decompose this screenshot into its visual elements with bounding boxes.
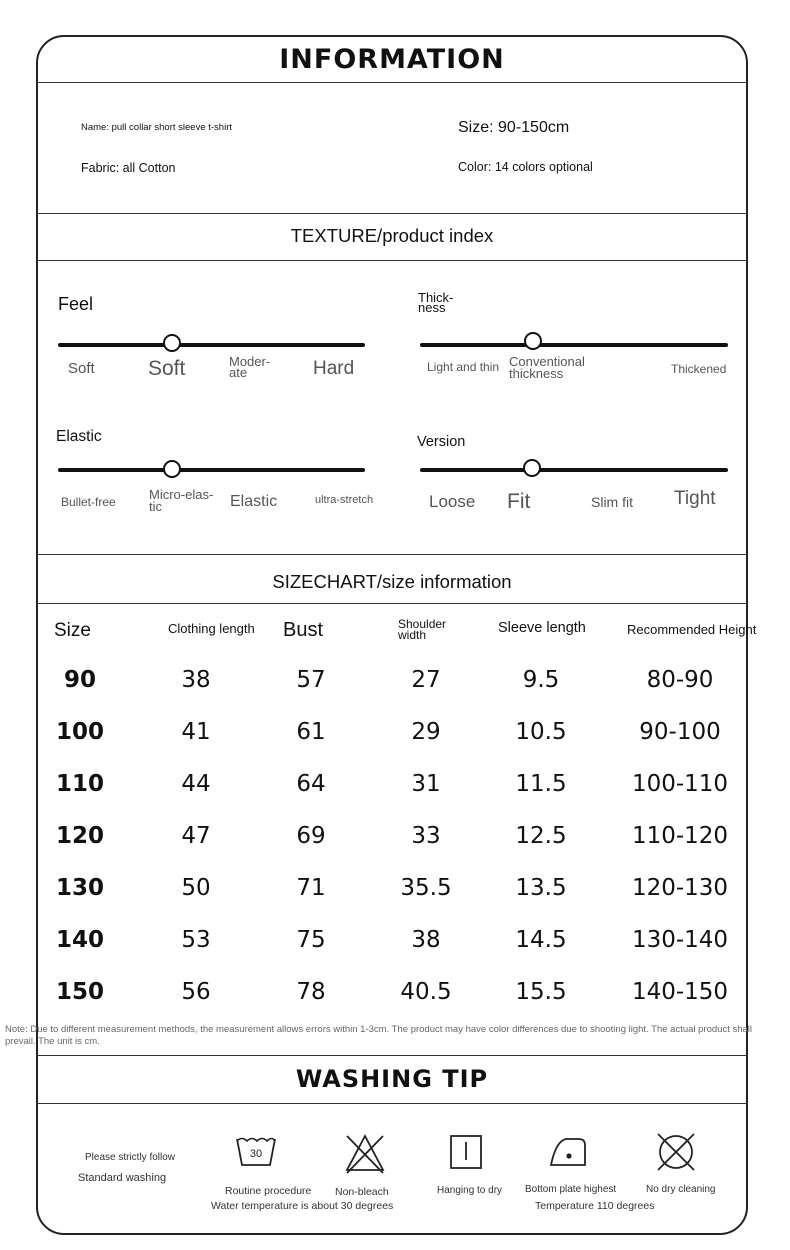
- no-bleach-icon: [344, 1133, 386, 1180]
- wash-label-hang-dry: Hanging to dry: [437, 1185, 503, 1196]
- divider: [36, 603, 748, 604]
- svg-text:30: 30: [249, 1148, 263, 1160]
- elastic-slider-knob: [163, 460, 181, 478]
- table-cell: 38: [411, 927, 441, 953]
- product-fabric: Fabric: all Cotton: [81, 161, 176, 175]
- header-shoulder-width: Shoulder width: [398, 617, 447, 642]
- thickness-option-light: Light and thin: [427, 360, 500, 374]
- table-cell: 40.5: [400, 979, 452, 1005]
- divider: [36, 1055, 748, 1056]
- table-cell: 10.5: [515, 719, 567, 745]
- table-cell: 140-150: [631, 979, 729, 1005]
- elastic-slider-track: [58, 468, 365, 472]
- header-size: Size: [54, 620, 91, 641]
- table-cell: 38: [181, 667, 211, 693]
- size-cell: 150: [55, 979, 105, 1005]
- thickness-label: Thick- ness: [418, 290, 454, 315]
- wash-30-icon: [234, 1133, 278, 1174]
- elastic-option-elastic: Elastic: [230, 493, 278, 510]
- elastic-option-ultra: ultra-stretch: [315, 494, 374, 506]
- wash-label-no-dry-clean: No dry cleaning: [646, 1184, 716, 1195]
- elastic-label: Elastic: [56, 428, 102, 445]
- no-dry-clean-icon: [655, 1131, 697, 1178]
- version-option-fit: Fit: [507, 490, 531, 513]
- version-slider-knob: [523, 459, 541, 477]
- feel-option-moderate: Moder- ate: [229, 354, 271, 380]
- wash-label-routine: Routine procedure: [225, 1185, 312, 1197]
- version-option-loose: Loose: [429, 492, 476, 511]
- table-cell: 50: [181, 875, 211, 901]
- feel-option-soft: Soft: [68, 360, 95, 377]
- divider: [36, 213, 748, 214]
- table-cell: 78: [296, 979, 326, 1005]
- feel-option-selected: Soft: [148, 357, 186, 380]
- feel-option-hard: Hard: [313, 358, 355, 379]
- table-cell: 64: [296, 771, 326, 797]
- divider: [36, 1103, 748, 1104]
- washing-intro-line2: Standard washing: [78, 1172, 167, 1184]
- size-cell: 90: [63, 667, 97, 693]
- feel-slider-knob: [163, 334, 181, 352]
- divider: [36, 82, 748, 83]
- table-cell: 53: [181, 927, 211, 953]
- washing-title: WASHING TIP: [295, 1065, 489, 1093]
- table-cell: 56: [181, 979, 211, 1005]
- header-sleeve-length: Sleeve length: [498, 620, 586, 636]
- version-slider-track: [420, 468, 728, 472]
- feel-label: Feel: [58, 294, 94, 314]
- texture-title: TEXTURE/product index: [290, 225, 494, 246]
- table-cell: 47: [181, 823, 211, 849]
- table-cell: 71: [296, 875, 326, 901]
- table-cell: 57: [296, 667, 326, 693]
- product-color: Color: 14 colors optional: [458, 160, 593, 174]
- information-title: INFORMATION: [279, 44, 505, 75]
- iron-icon: [548, 1135, 588, 1174]
- table-cell: 90-100: [639, 719, 721, 745]
- table-cell: 33: [411, 823, 441, 849]
- table-cell: 130-140: [631, 927, 729, 953]
- thickness-slider-track: [420, 343, 728, 347]
- thickness-option-thickened: Thickened: [671, 362, 727, 376]
- table-cell: 13.5: [515, 875, 567, 901]
- size-cell: 110: [55, 771, 105, 797]
- hang-dry-icon: [449, 1134, 483, 1175]
- sizechart-title: SIZECHART/size information: [272, 571, 512, 592]
- thickness-option-conventional: Conventional thickness: [509, 354, 585, 381]
- size-cell: 120: [55, 823, 105, 849]
- table-cell: 41: [181, 719, 211, 745]
- table-cell: 100-110: [631, 771, 729, 797]
- table-cell: 29: [411, 719, 441, 745]
- version-option-slim: Slim fit: [591, 494, 633, 510]
- table-cell: 9.5: [522, 667, 560, 693]
- table-cell: 11.5: [515, 771, 567, 797]
- wash-label-iron: Bottom plate highest: [525, 1184, 617, 1195]
- divider: [36, 554, 748, 555]
- wash-iron-note: Temperature 110 degrees: [535, 1200, 655, 1212]
- table-cell: 69: [296, 823, 326, 849]
- product-name: Name: pull collar short sleeve t-shirt: [81, 122, 232, 133]
- header-clothing-length: Clothing length: [168, 621, 255, 636]
- version-label: Version: [417, 434, 466, 450]
- table-cell: 15.5: [515, 979, 567, 1005]
- header-bust: Bust: [283, 619, 324, 641]
- table-cell: 110-120: [631, 823, 729, 849]
- size-cell: 100: [55, 719, 105, 745]
- product-size: Size: 90-150cm: [458, 119, 570, 136]
- elastic-option-bullet-free: Bullet-free: [61, 495, 116, 509]
- feel-slider-track: [58, 343, 365, 347]
- table-cell: 14.5: [515, 927, 567, 953]
- wash-label-non-bleach: Non-bleach: [335, 1186, 389, 1198]
- size-cell: 140: [55, 927, 105, 953]
- table-cell: 44: [181, 771, 211, 797]
- thickness-slider-knob: [524, 332, 542, 350]
- table-cell: 80-90: [646, 667, 714, 693]
- table-cell: 75: [296, 927, 326, 953]
- size-cell: 130: [55, 875, 105, 901]
- version-option-tight: Tight: [674, 488, 716, 509]
- wash-water-note: Water temperature is about 30 degrees: [211, 1200, 394, 1212]
- washing-intro-line1: Please strictly follow: [85, 1152, 176, 1163]
- table-cell: 12.5: [515, 823, 567, 849]
- measurement-note: Note: Due to different measurement methods, the measurement allows errors within 1-3cm. The product may have color differences due to shooting light. The actual product shall prevail. The unit is cm.: [5, 1024, 753, 1047]
- table-cell: 27: [411, 667, 441, 693]
- divider: [36, 260, 748, 261]
- table-cell: 31: [411, 771, 441, 797]
- table-cell: 35.5: [400, 875, 452, 901]
- table-cell: 61: [296, 719, 326, 745]
- table-cell: 120-130: [631, 875, 729, 901]
- elastic-option-micro: Micro-elas- tic: [149, 487, 214, 514]
- header-recommended-height: Recommended Height: [627, 622, 757, 637]
